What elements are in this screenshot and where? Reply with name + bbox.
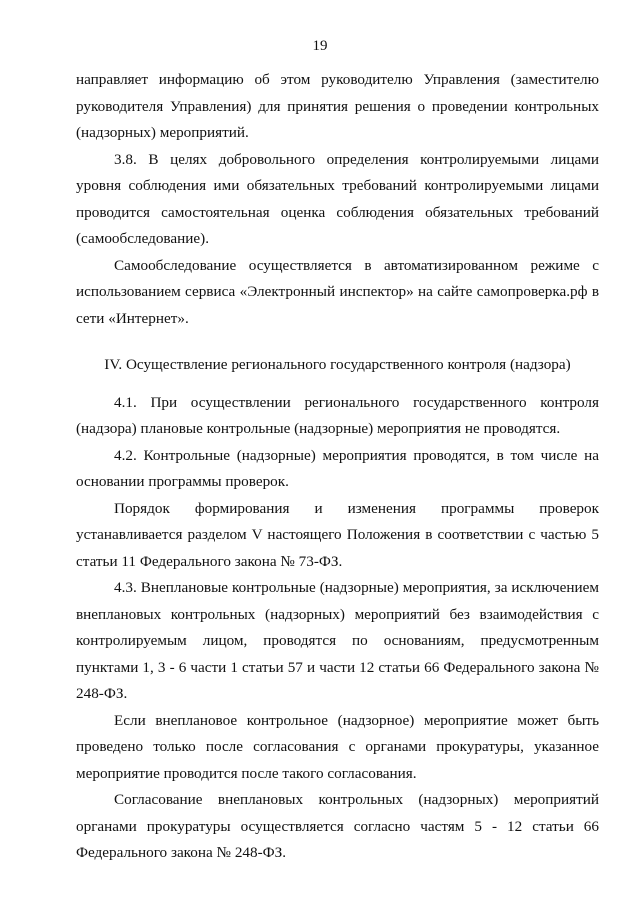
paragraph-prosecutor-approval: Если внеплановое контрольное (надзорное) мероприятие может быть проведено только после согласования с органами прокуратуры, указанное мероприятие проводится после такого согласования. (76, 711, 599, 782)
paragraph-continuation: направляет информацию об этом руководителю Управления (заместителю руководителя Управления) для принятия решения о проведении контрольных (надзорных) мероприятий. (76, 71, 599, 141)
paragraph-self-inspection: Самообследование осуществляется в автоматизированном режиме с использованием сервиса «Электронный инспектор» на сайте самопроверка.рф в сети «Интернет». (76, 256, 599, 327)
section-heading-iv: IV. Осуществление регионального государственного контроля (надзора) (104, 356, 571, 373)
paragraph-4-2: 4.2. Контрольные (надзорные) мероприятия проводятся, в том числе на основании программы проверок. (76, 446, 599, 490)
paragraph-4-1: 4.1. При осуществлении регионального государственного контроля (надзора) плановые контрольные (надзорные) мероприятия не проводятся. (76, 393, 599, 437)
paragraph-approval-procedure: Согласование внеплановых контрольных (надзорных) мероприятий органами прокуратуры осуществляется согласно частям 5 - 12 статьи 66 Федерального закона № 248-ФЗ. (76, 791, 599, 861)
paragraph-3-8: 3.8. В целях добровольного определения контролируемыми лицами уровня соблюдения ими обязательных требований контролируемыми лицами проводится самостоятельная оценка соблюдения обязательных требований (самообследование). (76, 150, 599, 247)
page-number: 19 (312, 38, 328, 54)
document-body (76, 67, 599, 867)
paragraph-inspection-program: Порядок формирования и изменения программы проверок устанавливается разделом V настоящего Положения в соответствии с частью 5 статьи 11 Федерального закона № 73-ФЗ. (76, 499, 599, 570)
paragraph-4-3: 4.3. Внеплановые контрольные (надзорные) мероприятия, за исключением внеплановых контрольных (надзорных) мероприятий без взаимодействия с контролируемым лицом, проводятся по основаниям, предусмотренным пунктами 1, 3 - 6 части 1 статьи 57 и части 12 статьи 66 Федерального закона № 248-ФЗ. (76, 579, 599, 702)
